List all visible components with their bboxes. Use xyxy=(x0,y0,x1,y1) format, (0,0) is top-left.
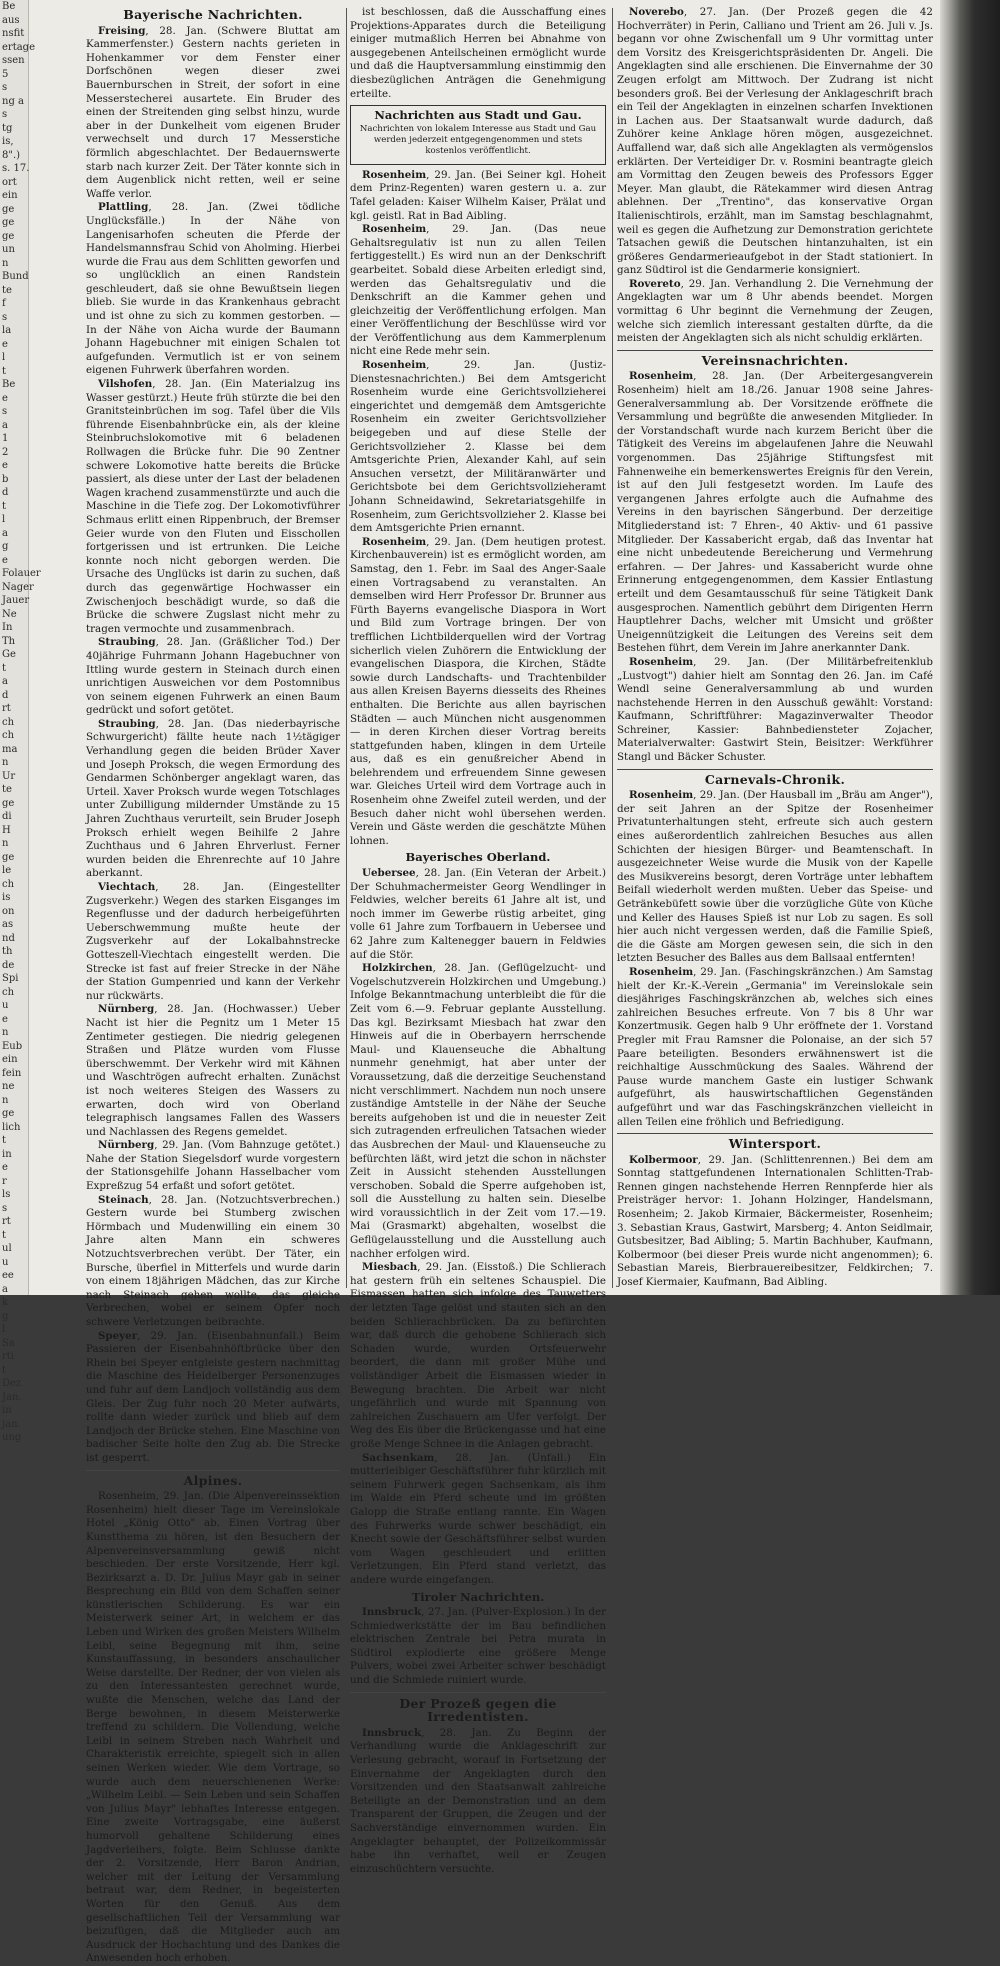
article-text: , 29. Jan. (Schlittenrennen.) Bei dem am Sonntag stattgefundenen Internationalen Schlitten-Trab-Rennen gingen nachstehende Herren Rennpferde hier als Preisträger hervor: 1. Johann Holzinger, Handelsmann, Rosenheim; 2. Jakob Kirmaier, Bäckermeister, Rosenheim; 3. Sebastian Kraus, Gastwirt, Marsberg; 4. Anton Seidlmair, Gutsbesitzer, Bad Aibling; 5. Martin Bachhuber, Kaufmann, Kolbermoor (bei dieser Preis wurde nicht angenommen); 6. Sebastian Mareis, Bierbrauereibesitzer, Feldkirchen; 7. Josef Kiermaier, Kaufmann, Bad Aibling. xyxy=(617,1153,933,1289)
article-place: Sachsenkam xyxy=(362,1451,435,1464)
gutter-text-fragment: e xyxy=(2,1013,8,1025)
article xyxy=(617,656,933,765)
article-text: , 29. Jan. (Vom Bahnzuge getötet.) Nahe der Station Siegelsdorf wurde vorgestern der Stationsgehilfe Johann Hasselbacher vom Expreßzug 54 erfaßt und sofort getötet. xyxy=(86,1139,340,1193)
article-text: , 29. Jan. (Das neue Gehaltsregulativ ist nun zu allen Teilen fertiggestellt.) Es wird nun an der Denkschrift gearbeitet. Sobald diese Arbeiten erledigt sind, werden das Gehaltsregulativ und die Denkschrift an die Kammer gehen und gleichzeitig der Veröffentlichung erfolgen. Man einer Veröffentlichung der Beschlüsse wird vor der Veröffentlichung aus dem Kammerplenum nicht eine Rede mehr sein. xyxy=(350,223,606,358)
gutter-text-fragment: ma xyxy=(2,743,18,755)
section-heading-winter-sport: Wintersport. xyxy=(617,1133,933,1151)
gutter-text-fragment: as xyxy=(2,919,14,930)
gutter-text-fragment: Ur xyxy=(2,770,16,782)
gutter-text-fragment: s xyxy=(2,311,8,323)
gutter-text-fragment: 5 xyxy=(2,68,9,80)
gutter-text-fragment: ung xyxy=(2,1432,22,1443)
gutter-text-fragment: e xyxy=(2,460,8,471)
article-place: Plattling xyxy=(98,201,149,214)
article-place: Vilshofen xyxy=(98,378,153,391)
gutter-text-fragment: ertage xyxy=(2,41,35,53)
article xyxy=(86,201,340,378)
article-text: , 29. Jan. (Faschingskränzchen.) Am Samstag hielt der Kr.-K.-Verein „Germania" im Vereinslokale sein diesjähriges Faschingskränzchen ab, welches sich eines zahlreichen Besuches erfreute. Von 7 bis 8 Uhr war Konzertmusik. Gegen halb 9 Uhr eröffnete der 1. Vorstand Pregler mit Frau Ramsner die Polonaise, an der sich 57 Paare beteiligten. Besonders erwähnenswert ist die reichhaltige Ausschmückung des Saales. Während der Pause wurde manchem Gaste ein lustiger Schwank aufgeführt, als hauswirtschaftlichen Gegenständen aufgeführt und war das Faschingskränzchen vielleicht in allen Teilen eine fröhlich und Befriedigung. xyxy=(617,965,933,1128)
article-text: , 27. Jan. (Pulver-Explosion.) In der Schmiedwerkstätte der im Bau befindlichen elektrischen Zentrale bei Petra murata in Südtirol explodierte eine größere Menge Pulvers, wobei zwei Arbeiter schwer beschädigt und die Schmiede ruiniert wurde. xyxy=(350,1606,606,1687)
article-text: , 28. Jan. (Geflügelzucht- und Vogelschutzverein Holzkirchen und Umgebung.) Infolge Bekanntmachung unterbleibt die für die Zeit vom 6.—9. Februar geplante Ausstellung. Das kgl. Bezirksamt Miesbach hat zwar den Hinweis auf die in Oberbayern herrschende Maul- und Klauenseuche die Abhaltung nunmehr genehmigt, hat aber unter der Voraussetzung, daß die derzeitige Seuchenstand nicht verschlimmert. Nachdem nun noch unsere zuständige Amtstelle in der Nähe der Seuche bereits aufgehoben ist und die in neuester Zeit sich zutragenden erfreulichen Tatsachen wieder das Ausbrechen der Maul- und Klauenseuche zu befürchten läßt, wird jetzt die schon in nächster Zeit in Aussicht stehenden Ausstellungen verschoben. Sobald die Sperre aufgehoben ist, soll die Ausstellung zu halten sein. Dieselbe wird voraussichtlich in der Zeit vom 17.—19. Mai (Grasmarkt) abgehalten, woselbst die Geflügelausstellung und die Ausstellung auch nachher erfolgen wird. xyxy=(350,962,606,1260)
article-text: , 29. Jan. (Bei Seiner kgl. Hoheit dem Prinz-Regenten) waren gestern u. a. zur Tafel geladen: Kaiser Wilhelm Kaiser, Prälat und kgl. geistl. Rat in Bad Aibling. xyxy=(350,168,606,222)
gutter-text-fragment: in xyxy=(2,1405,12,1416)
gutter-text-fragment: s. 17. xyxy=(2,163,30,174)
gutter-text-fragment: rti xyxy=(2,1351,14,1362)
article-place: Nürnberg xyxy=(98,1003,155,1016)
gutter-text-fragment: ch xyxy=(2,986,15,998)
article-list xyxy=(617,1154,933,1290)
gutter-text-fragment: H xyxy=(2,824,11,836)
gutter-text-fragment: Jan. xyxy=(2,1391,22,1403)
gutter-text-fragment: s xyxy=(2,406,8,417)
article-list xyxy=(617,789,933,1129)
gutter-text-fragment: s xyxy=(2,1202,8,1214)
gutter-text-fragment: Ne xyxy=(2,608,17,620)
book-binding-edge xyxy=(940,0,1000,1295)
gutter-text-fragment: di xyxy=(2,811,12,822)
article xyxy=(86,1003,340,1139)
gutter-text-fragment: e xyxy=(2,338,8,350)
article xyxy=(617,1154,933,1290)
article xyxy=(86,25,340,202)
gutter-text-fragment: ne xyxy=(2,1081,15,1092)
gutter-text-fragment: n xyxy=(2,1094,9,1106)
article-text: , 28. Jan. (Das niederbayrische Schwurgericht) fällte heute nach 1½tägiger Verhandlung gegen die beiden Brüder Xaver und Joseph Proksch, die wegen Ermordung des Gendarmen Schönberger angeklagt waren, das Urteil. Xaver Proksch wurde wegen Totschlages unter Zubilligung mildernder Umstände zu 15 Jahren Zuchthaus verurteilt, sein Bruder Joseph Proksch erhielt wegen Beihilfe 2 Jahre Zuchthaus und 6 Jahren Ehrverlust. Ferner wurden beiden die Ehrenrechte auf 10 Jahre aberkannt. xyxy=(86,717,340,880)
gutter-text-fragment: g xyxy=(2,1310,9,1322)
section-heading-local-news: Nachrichten aus Stadt und Gau. xyxy=(374,108,582,123)
gutter-text-fragment: l xyxy=(2,352,6,363)
gutter-text-fragment: t xyxy=(2,1135,7,1146)
article-place: Rosenheim xyxy=(362,359,427,372)
article-place: Viechtach xyxy=(98,881,156,893)
gutter-text-fragment: ng a xyxy=(2,95,24,107)
gutter-text-fragment: t xyxy=(2,1364,7,1376)
article xyxy=(86,1330,340,1466)
article xyxy=(350,1452,606,1588)
gutter-text-fragment: ch xyxy=(2,716,15,728)
gutter-text-fragment: rt xyxy=(2,1216,11,1227)
gutter-text-fragment: a xyxy=(2,1283,8,1295)
article-place: Steinach xyxy=(98,1193,149,1206)
gutter-text-fragment: Th xyxy=(2,635,16,647)
article-text: , 28. Jan. (Ein Veteran der Arbeit.) Der Schuhmachermeister Georg Wendlinger in Feldwies, welcher bereits 61 Jahre alt ist, und noch immer im Gewerbe rüstig arbeitet, ging volle 61 Jahre zum Torfbauern in Uebersee und 62 Jahre zum Kaltenegger bauern in Feldwies auf die Stör. xyxy=(350,867,606,961)
article-list xyxy=(86,25,340,1466)
section-heading-carnival: Carnevals-Chronik. xyxy=(617,769,933,787)
gutter-text-fragment: r xyxy=(2,1175,7,1187)
article-text: , 29. Jan. (Justiz-Dienstesnachrichten.) Bei dem Amtsgericht Rosenheim wurde eine Gerichtsvollzieherei eingerichtet und demgemäß dem Amtsgerichte Rosenheim ein zweiter Gerichtsvollzieher beigegeben und auf diese Stelle der Gerichtsvollzieher 2. Klasse bei dem Amtsgerichte Prien, Alexander Kahl, auf sein Ansuchen versetzt, der Militäranwärter und Gerichtsbote bei dem Gerichtsvollzieheramt Johann Schneidawind, Sekretariatsgehilfe in Rosenheim, zum Gerichtsvollzieher 2. Klasse bei dem Amtsgerichte Prien ernannt. xyxy=(350,359,606,535)
gutter-text-fragment: n xyxy=(2,257,9,269)
gutter-text-fragment: is, xyxy=(2,136,14,147)
article-text: , 28. Jan. (Unfall.) Ein mutterleibiger Geschäftsführer fuhr kürzlich mit seinem Fuhrwerk gegen Sachsenkam, als ihm im Walde ein Pferd scheute und im größten Galopp die Straße entlang rannte. Ein Wagen des Fuhrwerks wurde schwer beschädigt, ein Knecht sowie der Geschäftsführer selbst wurden vom Wagen geschleudert und erlitten Verletzungen. Ein Pferd stand verletzt, das andere wurde eingefangen. xyxy=(350,1451,606,1586)
article-text: , 29. Jan. (Eisstoß.) Die Schlierach hat gestern früh ein seltenes Schauspiel. Die Eismassen hatten sich infolge des Tauwetters der letzten Tage gelöst und stauten sich an den beiden Schlierachbrücken. Da zu befürchten war, daß durch die gehobene Schlierach sich Schaden wurde, wurden Ortsfeuerwehr beordert, die dann mit großer Mühe und vollständiger Arbeit die Eismassen wieder in Bewegung brachten. Die Arbeit war nicht ungefährlich und wurde mit Spannung von zahlreichen Zuschauern am Ufer verfolgt. Der Weg des Eis über die Brückengasse und hat eine große Menge Schnee in die Anlagen gebracht. xyxy=(350,1261,606,1450)
article xyxy=(350,867,606,962)
gutter-text-fragment: ch xyxy=(2,878,15,890)
article-text: , 28. Jan. (Notzuchtsverbrechen.) Gestern wurde bei Stumberg zwischen Hörmbach und Mudenwilling ein einem 30 Jahre alten Mann ein schweres Notzuchtsverbrechen verübt. Der Täter, ein Bursche, überfiel in Mitterfels und wurde darin von einem 18jährigen Mädchen, das zur Kirche nach Steinach gehen wollte, das gleiche Verbrechen, wobei er seinem Opfer noch schwere Verletzungen beibrachte. xyxy=(86,1193,340,1328)
article-text: , 28. Jan. (Gräßlicher Tod.) Der 40jährige Fuhrmann Johann Hagebuchner von Ittling wurde gestern in Steinach durch einen unrichtigen Ausweichen vor dem Postomnibus von seinem eigenen Fuhrwerk an einen Baum gedrückt und sofort getötet. xyxy=(86,636,340,717)
article-text: , 29. Jan. (Der Hausball im „Bräu am Anger"), der seit Jahren an der Spitze der Rosenheimer Privatunterhaltungen steht, erfreute sich auch gestern eines außerordentlich zahlreichen Besuches aus allen Schichten der hiesigen Bürger- und Beamtenschaft. In ausgezeichneter Weise wurde die Musik von der Kapelle des Musikvereins besorgt, deren Vorträge unter lebhaftem Beifall wiederholt werden mußten. Ueber das Speise- und Getränkebüfett sowie über die vorzügliche Güte von Küche und Keller des Hauses Spieß ist nur Lob zu sagen. Es soll hier auch nicht vergessen werden, daß die Familie Spieß, die die Gäste am Morgen gewesen sein, die sich in den letzten Besucher des Balles aus dem Ballsaal entfernten! xyxy=(617,789,933,965)
gutter-text-fragment: te xyxy=(2,284,12,296)
gutter-text-fragment: ssen xyxy=(2,55,25,66)
section-heading-oberland: Bayerisches Oberland. xyxy=(405,850,551,865)
article-text: , 28. Jan. Zu Beginn der Verhandlung wurde die Anklageschrift zur Verlesung gebracht, worauf in Fortsetzung der Einvernahme der Angeklagten durch den Vorsitzenden und den Staatsanwalt zahlreiche Beteiligte an der Demonstration und an dem Transparent der Gruppen, die Zeugen und der Sachverständige einvernommen wurden. Ein Angeklagter behauptet, der Polizeikommissär habe ihn verhaftet, weil er Zeugen einzuschüchtern versuchte. xyxy=(350,1726,606,1875)
gutter-text-fragment: le xyxy=(2,865,12,876)
article-place: Uebersee xyxy=(362,867,416,880)
gutter-text-fragment: ls xyxy=(2,1189,11,1200)
gutter-text-fragment: ort xyxy=(2,176,17,188)
gutter-text-fragment: d xyxy=(2,689,9,701)
gutter-text-fragment: fein xyxy=(2,1067,22,1079)
article xyxy=(617,278,933,346)
article-text: , 28. Jan. (Zwei tödliche Unglücksfälle.) In der Nähe von Langenisarhofen scheuten die Pferde der Handelsmannsfrau Schid von Aholming. Hierbei wurde die Frau aus dem Schlitten geworfen und so unglücklich an einen Randstein geschleudert, daß sie ohne Bewußtsein liegen blieb. Sie wurde in das Krankenhaus gebracht und ist ohne zu sich zu kommen gestorben. — In der Nähe von Aicha wurde der Baumann Johann Hagebuchner mit einigen Schalen tot aufgefunden. Vermutlich ist er von seinem eigenen Fuhrwerk überfahren worden. xyxy=(86,201,340,377)
article-place: Rosenheim xyxy=(629,789,694,802)
gutter-text-fragment: in xyxy=(2,1148,12,1160)
gutter-text-fragment: d xyxy=(2,487,9,498)
article-place: Freising xyxy=(98,24,146,37)
gutter-text-fragment: Nager xyxy=(2,581,34,593)
gutter-text-fragment: t xyxy=(2,1229,7,1241)
article-continuation: ist beschlossen, daß die Ausschaffung eines Projektions-Apparates durch die Beteiligung einiger mutmaßlich Herren bei Abnahme von ausgegebenen Anteilscheinen ermöglicht wurde und daß die Hauptversammlung einstimmig den diesbezüglichen Anträgen die Genehmigung erteilte. xyxy=(350,6,606,100)
article xyxy=(350,1727,606,1877)
gutter-text-fragment: b xyxy=(2,473,9,485)
gutter-text-fragment: s xyxy=(2,82,8,93)
article-place: Innsbruck xyxy=(362,1726,422,1739)
article xyxy=(617,6,933,278)
gutter-text-fragment: on xyxy=(2,905,15,917)
gutter-text-fragment: n xyxy=(2,838,9,849)
gutter-text-fragment: ge xyxy=(2,217,15,228)
article-place: Kolbermoor xyxy=(629,1153,698,1166)
gutter-text-fragment: e xyxy=(2,1162,8,1173)
section-heading-alpines: Alpines. xyxy=(86,1470,340,1488)
gutter-text-fragment: l xyxy=(2,1324,6,1335)
article-text: , 29. Jan. (Dem heutigen protest. Kirchenbauverein) ist es ermöglicht worden, am Samstag, den 1. Febr. im Saal des Anger-Saale einen Vortragsabend zu veranstalten. An demselben wird Herr Professor Dr. Brunner aus Fürth Bayerns evangelische Diaspora in Wort und Bild zum Vortrage bringen. Der von trefflichen Lichtbilderquellen wird der Vortrag sicherlich vielen Zuhörern die Entwicklung der evangelischen Diaspora, die Kirchen, Städte sowie durch Landschafts- und Trachtenbilder aus allen Kreisen Bayerns diesseits des Rheines enthalten. Die Berichte aus allen bayrischen Städten — auch München nicht ausgenommen — in deren Kirchen dieser Vortrag bereits stattgefunden haben, klingen in dem Urteile aus, daß es ein genußreicher Abend in belehrendem und erfreuendem Sinne gewesen war. Gleiches Urteil wird dem Vortrage auch in Rosenheim ohne Zweifel zuteil werden, und der Besuch daher nicht wohl übersehen werden. Verein und Gäste werden die geschätzte Mühen lohnen. xyxy=(350,535,606,847)
gutter-text-fragment: te xyxy=(2,784,12,795)
gutter-text-fragment: 8".) xyxy=(2,149,21,161)
column-2 xyxy=(350,6,606,1875)
gutter-text-fragment: ein xyxy=(2,190,18,201)
gutter-text-fragment: un xyxy=(2,244,15,255)
gutter-text-fragment: nsfit xyxy=(2,28,25,39)
previous-page-gutter xyxy=(0,0,41,1443)
article xyxy=(350,169,606,223)
article-list xyxy=(617,370,933,764)
gutter-text-fragment: Folauer xyxy=(2,568,41,579)
article-list xyxy=(350,1727,606,1877)
article xyxy=(86,881,340,1003)
gutter-text-fragment: ul xyxy=(2,1243,12,1254)
gutter-text-fragment: aus xyxy=(2,14,20,26)
gutter-text-fragment: ein xyxy=(2,1054,18,1065)
gutter-text-fragment: Sa xyxy=(2,1337,15,1349)
article-place: Nürnberg xyxy=(98,1139,155,1152)
article-place: Innsbruck xyxy=(362,1606,422,1619)
gutter-text-fragment: Be xyxy=(2,379,16,390)
section-heading-bavarian-news: Bayerische Nachrichten. xyxy=(123,7,303,22)
gutter-text-fragment: a xyxy=(2,527,8,539)
gutter-text-fragment: th xyxy=(2,946,13,957)
article-place: Noverebo xyxy=(629,6,684,18)
gutter-text-fragment: ee xyxy=(2,1270,14,1281)
gutter-text-fragment: k xyxy=(2,1297,9,1308)
gutter-text-fragment: jan. xyxy=(2,1418,21,1430)
article-text: , 28. Jan. (Der Arbeitergesangverein Rosenheim) hielt am 18./26. Januar 1908 seine Jahres-Generalversammlung ab. Der Vorsitzende eröffnete die Versammlung und begrüßte die anwesenden Mitglieder. In der Vorstandschaft wurde nach kurzem Bericht über die Tätigkeit des Vereins im abgelaufenen Jahre die Neuwahl vorgenommen. Das 25jährige Stiftungsfest mit Fahnenweihe ein bemerkenswertes Ereignis für den Verein, ist auf den Juli festgesetzt worden. Im Laufe des vergangenen Jahres erfolgte auch die Aufnahme des Vereins in den bayrischen Sängerbund. Der derzeitige Mitgliederstand ist: 7 Ehren-, 40 Aktiv- und 61 passive Mitglieder. Der Kassabericht ergab, daß das Inventar hat eine nicht unbedeutende Bereicherung und Vermehrung erfahren. — Der Jahres- und Kassabericht wurde ohne Erinnerung entgegengenommen, dem Kassier Entlastung erteilt und dem Gesamtausschuß für seine Tätigkeit Dank ausgesprochen. Namentlich gebührt dem Dirigenten Herrn Hauptlehrer Dachs, welcher mit Umsicht und größter Uneigennützigkeit die Leitungen des Vereins seit dem Bestehen führt, dem Verein im Jahre anerkannter Dank. xyxy=(617,370,933,655)
gutter-text-fragment: n xyxy=(2,757,9,768)
article-list xyxy=(350,1606,606,1688)
article-place: Miesbach xyxy=(362,1261,418,1274)
article-text: , 29. Jan. Verhandlung 2. Die Vernehmung der Angeklagten war um 8 Uhr abends beendet. Morgen vormittag 6 Uhr beginnt die Vernehmung der Zeugen, welche sich ziemlich interessant gestalten dürfte, da die meisten der Angeklagten sich als nicht schuldig erklärten. xyxy=(617,277,933,345)
gutter-text-fragment: de xyxy=(2,959,15,971)
article-text: , 29. Jan. (Der Militärbefreitenklub „Lustvogt") dahier hielt am Sonntag den 26. Jan. im Café Wendl seine Generalversammlung ab und wurden nachstehende Herren in den Ausschuß gewählt: Vorstand: Kaufmann, Schriftführer: Magazinverwalter Theodor Schreiner, Kassier: Bahnbediensteter Zojacher, Materialverwalter: Gastwirt Stein, Beisitzer: Werkführer Stangl und Bäcker Schuster. xyxy=(617,655,933,764)
article xyxy=(350,359,606,536)
column-1 xyxy=(86,6,340,1965)
gutter-text-fragment: f xyxy=(2,298,6,309)
article-place: Rosenheim xyxy=(629,370,694,383)
article-place: Rosenheim xyxy=(362,168,427,181)
article-place: Rovereto xyxy=(629,277,681,290)
gutter-text-fragment: l xyxy=(2,514,6,525)
gutter-text-fragment: 2 xyxy=(2,446,9,458)
gutter-text-fragment: ge xyxy=(2,851,15,863)
gutter-text-fragment: a xyxy=(2,676,8,687)
column-3 xyxy=(617,6,933,1291)
gutter-text-fragment: ch xyxy=(2,730,15,741)
section-heading-irredentist-trial: Der Prozeß gegen die Irredentisten. xyxy=(399,1695,557,1725)
gutter-text-fragment: s xyxy=(2,109,8,120)
article xyxy=(86,718,340,881)
gutter-text-fragment: Eub xyxy=(2,1040,23,1052)
article xyxy=(350,1261,606,1451)
article-place: Rosenheim xyxy=(629,655,694,668)
gutter-text-fragment: n xyxy=(2,1027,9,1038)
gutter-text-fragment: ge xyxy=(2,230,15,242)
gutter-text-fragment: rt xyxy=(2,703,11,714)
article-place: Rosenheim xyxy=(629,965,694,978)
gutter-text-fragment: Spi xyxy=(2,973,19,984)
gutter-text-fragment: g xyxy=(2,541,9,552)
gutter-text-fragment: u xyxy=(2,1000,9,1011)
article-place: Speyer xyxy=(98,1329,138,1342)
gutter-text-fragment: Bund xyxy=(2,271,29,282)
gutter-text-fragment: lich xyxy=(2,1121,21,1133)
article-place: Straubing xyxy=(98,717,156,730)
article-text: , 29. Jan. (Eisenbahnunfall.) Beim Passieren der Eisenbahnhöftbrücke über den Rhein bei Speyer entgleiste gestern nachmittag die Maschine des Heidelberger Personenzuges und fuhr auf dem Landjoch vollständig aus dem Gleis. Der Zug fuhr noch 20 Meter aufwärts, rollte dann wieder zurück und blieb auf dem Landjoch der Brücke stehen. Eine Maschine von badischer Seite holte den Zug ab. Die Strecke ist gesperrt. xyxy=(86,1329,340,1464)
article-text: , 28. Jan. (Eingestellter Zugsverkehr.) Wegen des starken Eisganges im Regenflusse und der dadurch herbeigeführten Ueberschwemmung mußte heute der Zugsverkehr auf der Lokalbahnstrecke Gotteszell-Viechtach eingestellt werden. Die Strecke ist fast auf freier Strecke in der Nähe der Station Gumpenried und kann der Verkehr nur rückwärts. xyxy=(86,881,340,1002)
article-text: , 28. Jan. (Hochwasser.) Ueber Nacht ist hier die Pegnitz um 1 Meter 15 Zentimeter gestiegen. Die niedrig gelegenen Straßen und Plätze wurden vom Flusse überschwemmt. Der Verkehr wird mit Kähnen und Waschtrögen aufrecht erhalten. Zunächst ist noch weiteres Steigen des Wassers zu erwarten, doch wird von Oberland telegraphisch langsames Fallen des Wassers und Nachlassen des Regens gemeldet. xyxy=(86,1003,340,1138)
gutter-text-fragment: t xyxy=(2,500,7,512)
article xyxy=(617,789,933,966)
local-news-header-box xyxy=(350,105,606,165)
article xyxy=(350,223,606,359)
column-divider xyxy=(346,8,347,1288)
gutter-text-fragment: a xyxy=(2,419,8,431)
gutter-text-fragment: tg xyxy=(2,122,13,134)
article-alpines: Rosenheim, 29. Jan. (Die Alpenvereinssektion Rosenheim) hielt dieser Tage im Vereinslokale Hotel „König Otto" ab. Einen Vortrag über Kunstthema zu hören, ist den Besuchern der Alpenvereinsversammlung gewiß nicht beschieden. Der erste Vorsitzende, Herr kgl. Bezirksarzt a. D. Dr. Julius Mayr gab in seiner Besprechung ein Bild von dem Schaffen seiner künstlerischen Schilderung. Es war ein Meisterwerk seiner Art, in welchem er das Leben und Wirken des großen Meisters Wilhelm Leibl, seine Begegnung mit ihm, seine Kunstauffassung, in besonders anschaulicher Weise darstellte. Der Redner, der von vielen als zu den Interessantesten gerechnet wurde, wußte die Menschen, welche das Land der Berge bewohnen, in diesem Meisterwerke treffend zu schildern. Die Vollendung, welche Leibl in seinem Streben nach Wahrheit und Charakteristik erreichte, spiegelt sich in allen seinen Werken wieder. Wie dem Vortrage, so wurde auch dem neuerschienenen Werke: „Wilhelm Leibl. — Sein Leben und sein Schaffen von Julius Mayr" lebhaftes Interesse entgegen. Eine zweite Vortragsgabe, eine äußerst humorvoll gehaltene Schilderung eines Jagdverleihers, folgte. Beim Schlusse dankte der 2. Vorsitzende, Herr Baron Andrian, welcher mit der Leitung der Versammlung betraut war, dem Redner, in begeisterten Worten für den Genuß. Aus dem gesellschaftlichen Teil der Versammlung war beizufügen, daß die Mitglieder auch am Ausdruck der Hochachtung und des Dankes die Anwesenden hoch erhoben. xyxy=(86,1490,340,1965)
article-list xyxy=(350,867,606,1587)
article xyxy=(86,1139,340,1193)
article-text: , 28. Jan. (Schwere Bluttat am Kammerfenster.) Gestern nachts gerieten in Hohenkammer vor dem Fenster einer Dorfschönen wegen dieser zwei Bauernburschen in Streit, der sofort in eine Messerstecherei ausartete. Ein Bruder des einen der Streitenden ging selbst hinzu, wurde aber in der Dunkelheit vom eigenen Bruder verwechselt und durch 17 Messerstiche förmlich abgeschlachtet. Der Bedauernswerte starb nach kurzer Zeit. Der Täter konnte sich in dem Augenblick nicht retten, weil er seine Waffe verlor. xyxy=(86,24,340,200)
gutter-text-fragment: is xyxy=(2,892,11,903)
column-divider xyxy=(612,8,613,1288)
gutter-text-fragment: Dez xyxy=(2,1378,22,1389)
article xyxy=(86,1194,340,1330)
gutter-text-fragment: e xyxy=(2,392,8,404)
divider xyxy=(350,1692,606,1693)
gutter-text-fragment: la xyxy=(2,325,12,336)
article-place: Rosenheim xyxy=(362,223,427,236)
section-heading-associations: Vereinsnachrichten. xyxy=(617,350,933,368)
section-heading-tirol: Tiroler Nachrichten. xyxy=(411,1589,545,1604)
gutter-text-fragment: e xyxy=(2,554,8,566)
article-place: Straubing xyxy=(98,636,156,649)
gutter-text-fragment: ge xyxy=(2,1108,15,1119)
gutter-text-fragment: Be xyxy=(2,1,16,12)
gutter-text-fragment: t xyxy=(2,365,7,377)
gutter-text-fragment: Ge xyxy=(2,649,16,660)
article-text: , 28. Jan. (Ein Materialzug ins Wasser gestürzt.) Heute früh stürzte die bei den Granitsteinbrüchen im sog. Tafel über die Vils führende Eisenbahnbrücke ein, als der kleine Steinbruchslokomotive mit 6 beladenen Rollwagen die Brücke fuhr. Die 90 Zentner schwere Lokomotive hatte bereits die Brücke passiert, als diese unter der Last der beladenen Wagen krachend zusammenstürzte und auch die Maschine in die Tiefe zog. Der Lokomotivführer Schmaus erlitt einen Rippenbruch, der Bremser Geier wurde von den Fluten und Eisschollen fortgerissen und ist ertrunken. Die Leiche konnte noch nicht geborgen werden. Die Ursache des Unglücks ist darin zu suchen, daß durch das gegenwärtige Hochwasser ein Zwischenjoch beschädigt wurde, so daß die Brücke die schwere Zugslast nicht mehr zu tragen vermochte und zusammenbrach. xyxy=(86,378,340,635)
article-place: Holzkirchen xyxy=(362,962,433,975)
gutter-text-fragment: u xyxy=(2,1256,9,1268)
article xyxy=(350,536,606,849)
article xyxy=(617,370,933,655)
article xyxy=(86,636,340,718)
gutter-text-fragment: ge xyxy=(2,203,15,215)
section-subheading: Nachrichten von lokalem Interesse aus Stadt und Gau werden jederzeit entgegengenommen und stets kostenlos veröffentlicht. xyxy=(359,123,597,156)
article xyxy=(350,962,606,1261)
gutter-text-fragment: t xyxy=(2,662,7,674)
gutter-text-fragment: ge xyxy=(2,797,15,809)
gutter-text-fragment: nd xyxy=(2,932,15,944)
article-place: Rosenheim xyxy=(362,535,427,548)
article-list xyxy=(350,169,606,849)
article xyxy=(350,1606,606,1688)
gutter-text-fragment: In xyxy=(2,622,13,633)
article xyxy=(617,966,933,1129)
article-text: , 27. Jan. (Der Prozeß gegen die 42 Hochverräter) in Perin, Calliano und Trient am 26. Juli v. Js. begann vor ohne Zwischenfall um 9 Uhr vormittag unter dem Vorsitz des Kreisgerichtspräsidenten Dr. Angeli. Die Angeklagten sind alle erschienen. Die Einvernahme der 30 Zeugen erfolgt am Mittwoch. Der Zudrang ist nicht besonders groß. Bei der Verlesung der Anklageschrift brach ein Teil der Angeklagten in einzelnen scharfen Invektionen in Lachen aus. Der Staatsanwalt wurde dadurch, daß Zuhörer keine Anklage hören mögen, ausgezeichnet. Auffallend war, daß sich alle Angeklagten als vermögenslos erklärten. Der Verteidiger Dr. v. Rosmini beantragte gleich am Vormittag den Zeugen beweis des Professors Egger Meyer. Man glaubt, die Rätekammer wird diesen Antrag ablehnen. Der „Trentino", das konservative Organ Italienischtirols, erzählt, man im Samstag beschlagnahmt, weil es gegen die Aufhetzung zur Demonstration gerichtete Tatsachen gewiß die Deutschen hintanzuhalten, ist ein größeres Gendarmerieaufgebot in der Stadt stationiert. In ganz Südtirol ist die Gendarmerie konsigniert. xyxy=(617,6,933,277)
gutter-text-fragment: Jauer xyxy=(2,595,30,606)
gutter-text-fragment: 1 xyxy=(2,433,9,444)
article xyxy=(86,378,340,636)
